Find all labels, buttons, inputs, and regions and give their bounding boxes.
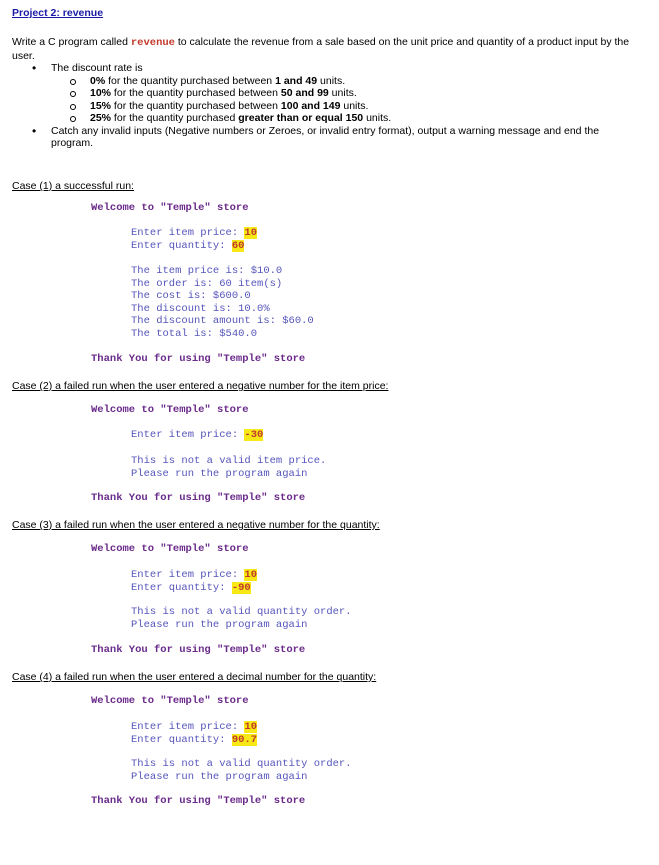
case1-thanks: Thank You for using "Temple" store [91,353,306,365]
qty-value: -90 [231,581,251,594]
requirements-list [32,62,642,150]
case3-thanks: Thank You for using "Temple" store [91,644,306,656]
discount-rate-item [70,112,642,125]
case4-input-block [131,721,257,746]
discount-bullet [32,62,642,125]
rate-text: for the quantity purchased [111,112,239,124]
invalid-input-bullet: • Catch any invalid inputs (Negative numbers or Zeroes, or invalid entry format), output a warning message and end the program. [32,125,642,150]
price-value: -30 [244,429,264,441]
program-name: revenue [130,37,175,49]
case2-welcome: Welcome to "Temple" store [91,404,249,416]
case2-error-block [131,455,326,480]
case1-output-block [131,265,314,340]
discount-heading: The discount rate is [51,62,143,74]
output-line: The discount is: 10.0% [131,302,270,315]
case2-input-block [131,429,263,442]
intro-text-after: to calculate the revenue from a sale based on the unit price and quantity of a product input by the user. [12,36,630,62]
output-line: The item price is: $10.0 [131,265,283,277]
discount-rate-item [70,75,642,88]
discount-rate-item [70,87,642,100]
price-value: 10 [244,569,258,581]
case2-thanks: Thank You for using "Temple" store [91,492,306,504]
error-message: This is not a valid quantity order. [131,606,352,618]
case1-input-block [131,227,257,252]
rate-percent: 0% [90,74,106,87]
price-value: 10 [244,721,258,733]
qty-value: 60 [231,239,245,252]
retry-message: Please run the program again [131,770,308,783]
discount-rate-item [70,100,642,113]
price-value: 10 [244,227,258,239]
intro-text-before: Write a C program called [12,36,131,48]
qty-prompt: Enter quantity: [131,581,232,594]
case3-input-block [131,569,257,594]
page-title: Project 2: revenue [12,7,104,19]
case3-error-block [131,606,352,631]
rate-percent: 10% [90,87,112,99]
rate-end: units. [328,87,357,99]
qty-value: 90.7 [231,733,258,746]
qty-prompt: Enter quantity: [131,239,232,252]
case2-heading: Case (2) a failed run when the user entered a negative number for the item price: [12,380,389,392]
output-line: The discount amount is: $60.0 [131,315,314,327]
case4-welcome: Welcome to "Temple" store [91,695,249,707]
rate-text: for the quantity purchased between [111,99,281,112]
output-line: The total is: $540.0 [131,327,258,340]
retry-message: Please run the program again [131,467,308,480]
case1-heading: Case (1) a successful run: [12,180,134,192]
error-message: This is not a valid item price. [131,455,327,467]
rate-end: units. [363,112,392,124]
rate-range: 100 and 149 [280,99,341,112]
rate-text: for the quantity purchased between [111,87,281,99]
rate-percent: 15% [90,99,112,112]
intro-paragraph [12,36,650,63]
rate-percent: 25% [90,112,112,124]
price-prompt: Enter item price: [131,721,245,733]
rate-range: 50 and 99 [280,87,329,99]
output-line: The cost is: $600.0 [131,290,251,302]
rate-text: for the quantity purchased between [105,74,276,87]
price-prompt: Enter item price: [131,429,245,441]
rate-range: greater than or equal 150 [238,112,364,124]
price-prompt: Enter item price: [131,227,245,239]
rate-end: units. [317,74,346,87]
discount-rate-list [51,75,642,125]
qty-prompt: Enter quantity: [131,733,232,746]
rate-end: units. [340,99,369,112]
output-line: The order is: 60 item(s) [131,277,283,290]
case4-error-block [131,758,352,783]
retry-message: Please run the program again [131,618,308,631]
case3-welcome: Welcome to "Temple" store [91,543,249,555]
case4-thanks: Thank You for using "Temple" store [91,795,306,807]
rate-range: 1 and 49 [275,74,318,87]
case3-heading: Case (3) a failed run when the user entered a negative number for the quantity: [12,519,380,531]
case4-heading: Case (4) a failed run when the user entered a decimal number for the quantity: [12,671,377,683]
error-message: This is not a valid quantity order. [131,758,352,770]
case1-welcome: Welcome to "Temple" store [91,202,249,214]
price-prompt: Enter item price: [131,569,245,581]
